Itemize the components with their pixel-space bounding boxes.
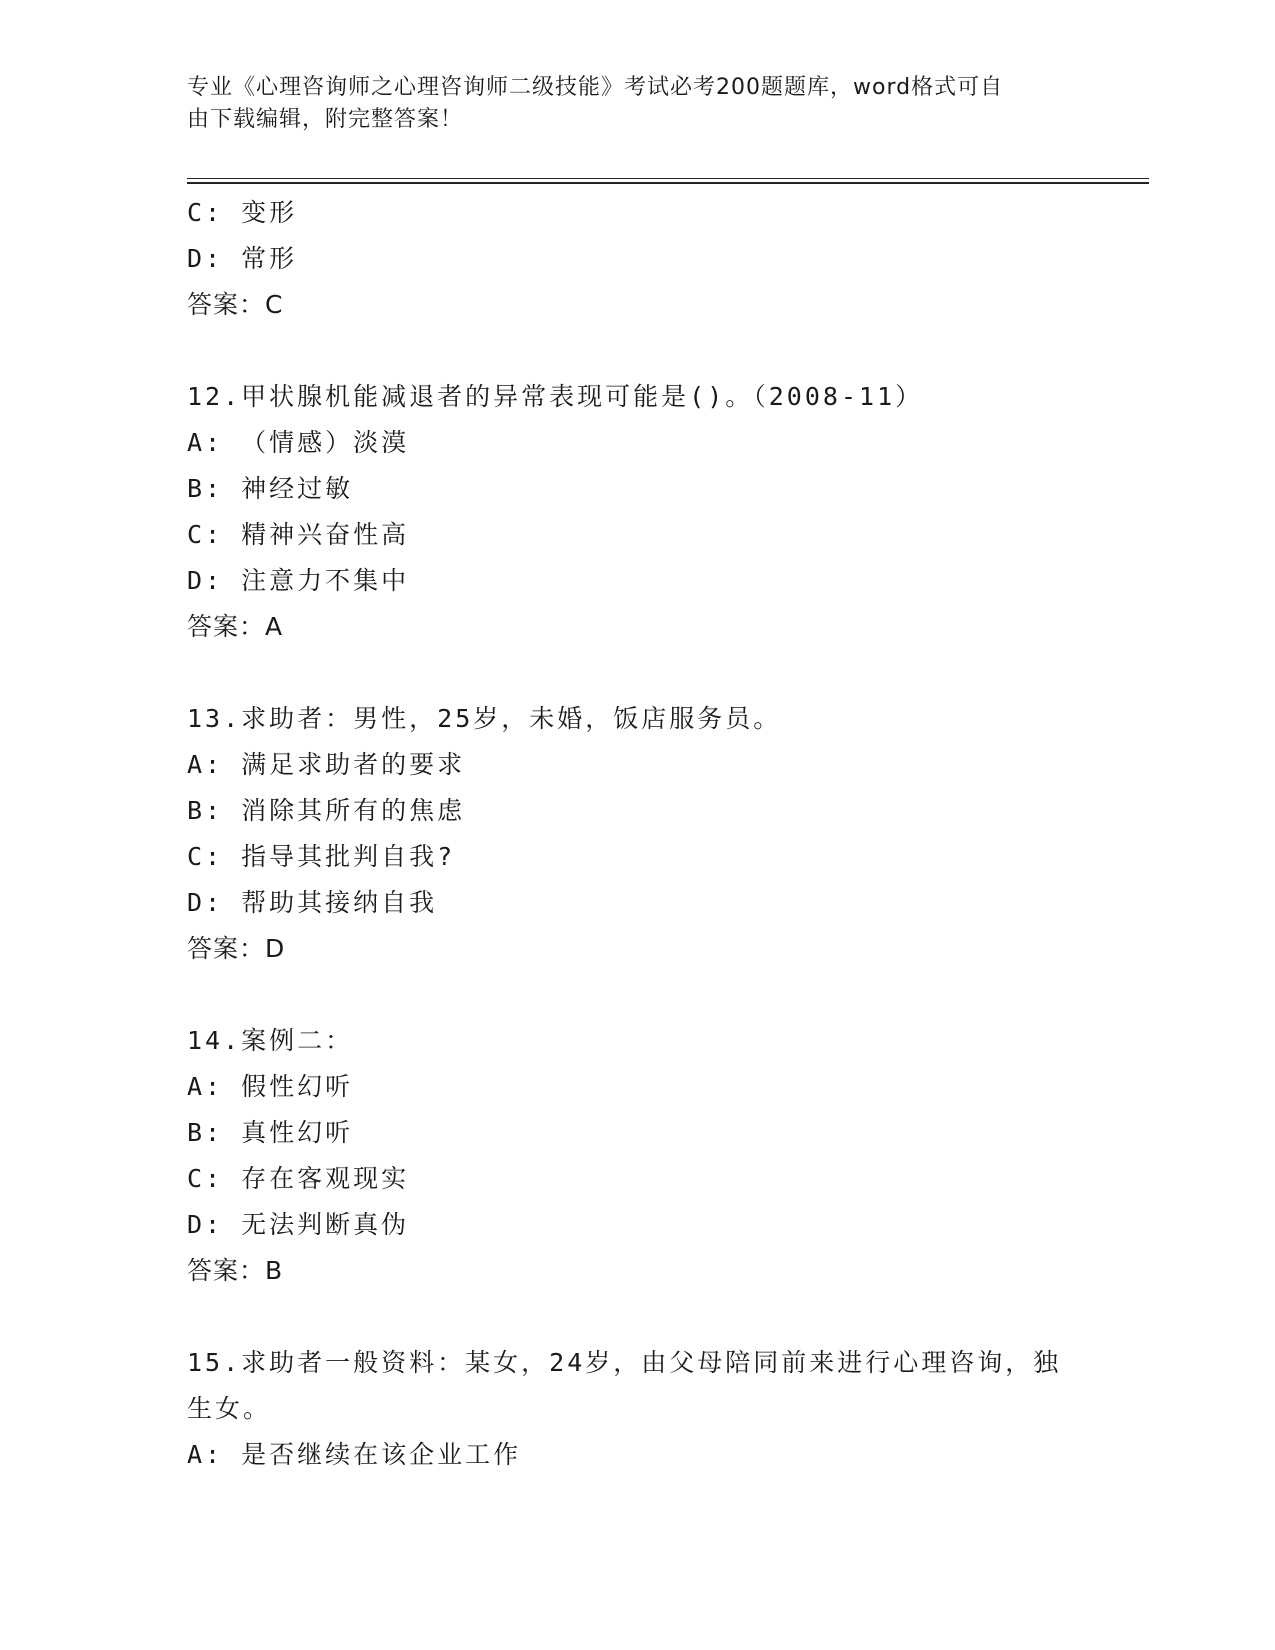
header-rule-thick [187, 182, 1149, 184]
option-a: A: 是否继续在该企业工作 [187, 1440, 522, 1469]
header-line-1: 专业《心理咨询师之心理咨询师二级技能》考试必考200题题库，word格式可自 [187, 75, 1004, 100]
option-d: D: 无法判断真伪 [187, 1210, 410, 1239]
question-14 [187, 1018, 1087, 1294]
option-a: A: （情感）淡漠 [187, 428, 410, 457]
option-b: B: 消除其所有的焦虑 [187, 796, 466, 825]
answer-line: 答案：C [187, 290, 284, 319]
answer-line: 答案：D [187, 934, 286, 963]
question-stem: 13.求助者：男性，25岁，未婚，饭店服务员。 [187, 704, 782, 733]
option-d: D: 常形 [187, 244, 298, 273]
option-c: C: 变形 [187, 198, 298, 227]
document-body [187, 190, 1087, 1478]
option-b: B: 神经过敏 [187, 474, 354, 503]
option-b: B: 真性幻听 [187, 1118, 354, 1147]
question-15 [187, 1340, 1087, 1478]
option-a: A: 满足求助者的要求 [187, 750, 466, 779]
option-c: C: 精神兴奋性高 [187, 520, 410, 549]
option-d: D: 注意力不集中 [187, 566, 410, 595]
option-c: C: 存在客观现实 [187, 1164, 410, 1193]
option-c: C: 指导其批判自我? [187, 842, 456, 871]
header-line-2: 由下载编辑，附完整答案！ [187, 107, 464, 132]
option-d: D: 帮助其接纳自我 [187, 888, 438, 917]
question-stem: 14.案例二： [187, 1026, 354, 1055]
document-header [187, 72, 1067, 136]
question-13 [187, 696, 1087, 972]
header-rule-thin [187, 178, 1149, 179]
answer-line: 答案：A [187, 612, 284, 641]
answer-line: 答案：B [187, 1256, 284, 1285]
question-11-continued [187, 190, 1087, 328]
question-12 [187, 374, 1087, 650]
question-stem: 12.甲状腺机能减退者的异常表现可能是()。（2008-11） [187, 382, 924, 411]
option-a: A: 假性幻听 [187, 1072, 354, 1101]
question-stem-line-1: 15.求助者一般资料：某女，24岁，由父母陪同前来进行心理咨询，独 [187, 1348, 1062, 1377]
question-stem-line-2: 生女。 [187, 1394, 272, 1423]
